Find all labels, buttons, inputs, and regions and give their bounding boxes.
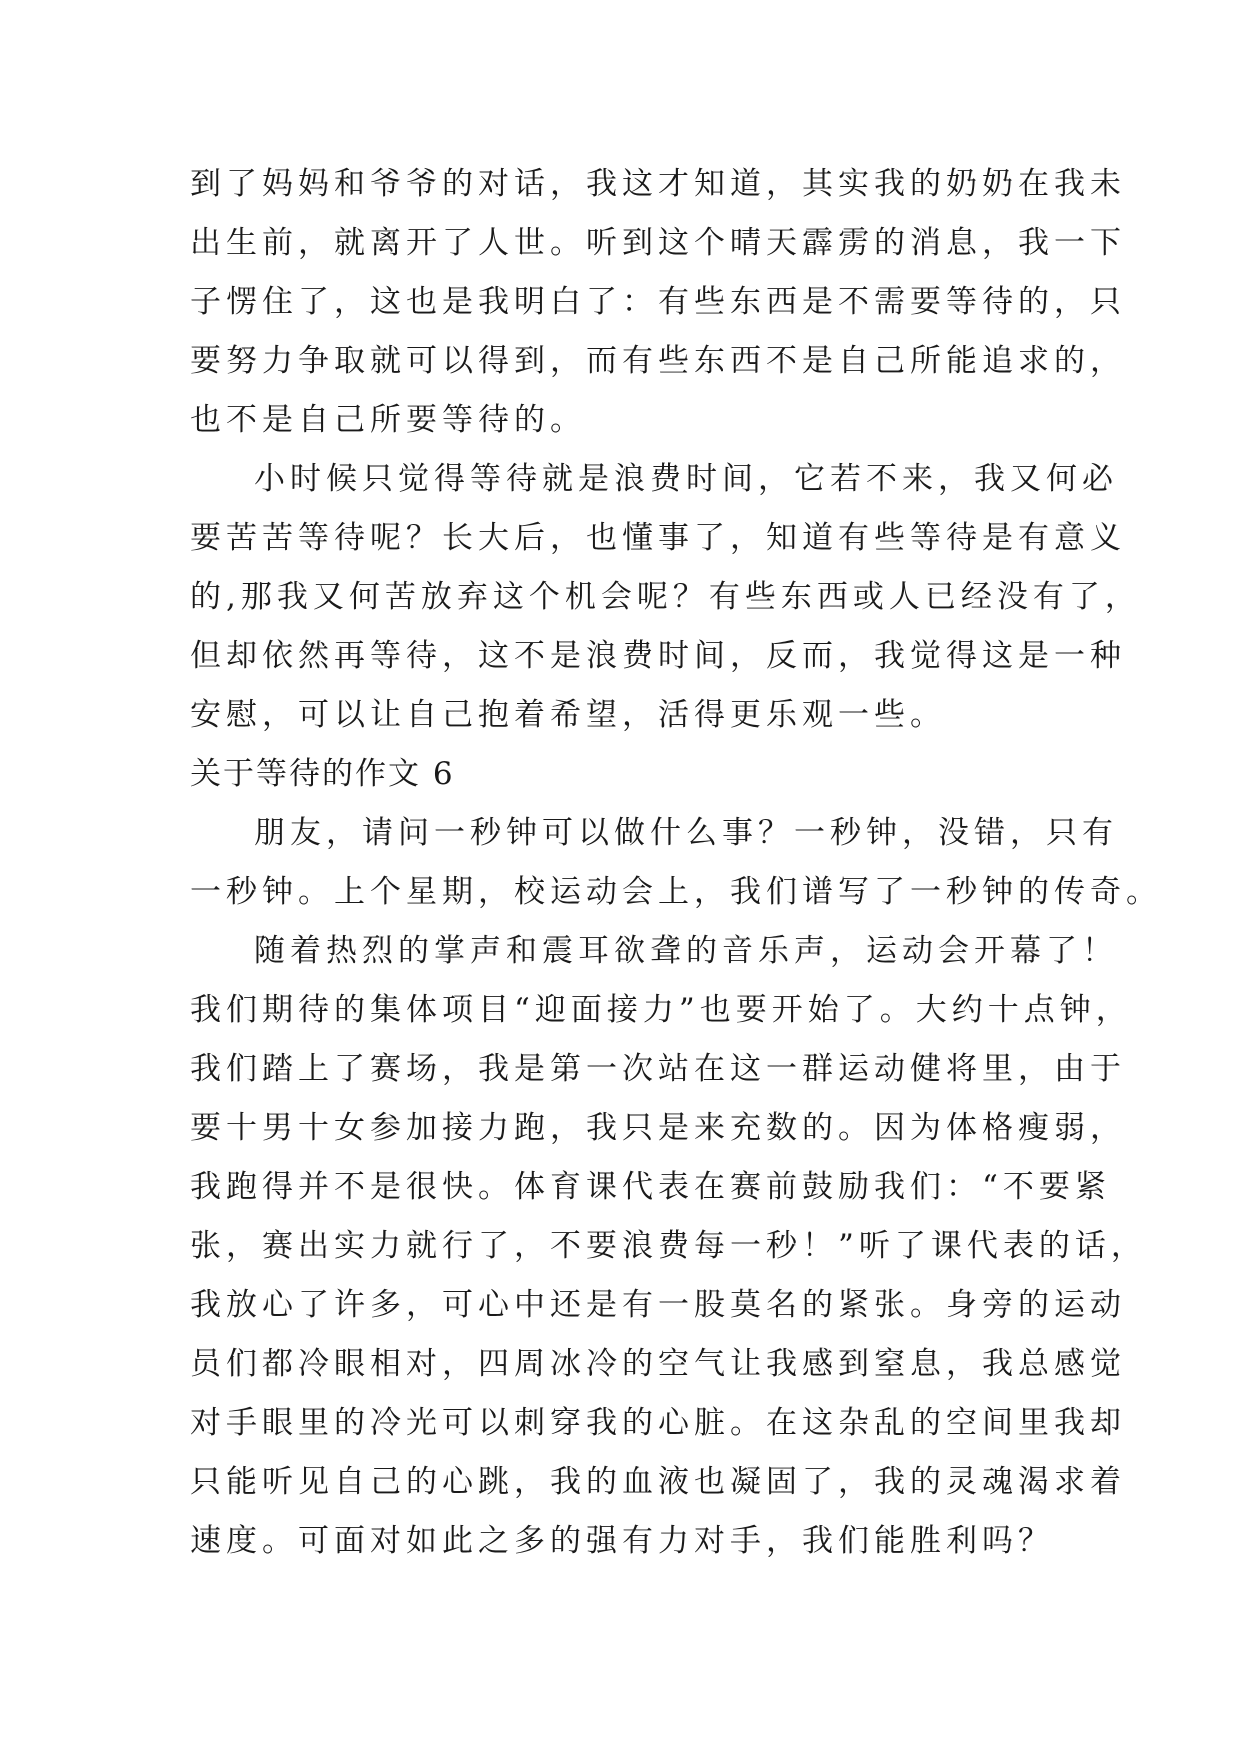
paragraph-1 [190, 155, 1126, 450]
text-line: 要苦苦等待呢？长大后，也懂事了，知道有些等待是有意义 [190, 520, 1126, 556]
text-line: 也不是自己所要等待的。 [190, 402, 586, 438]
paragraph-3 [190, 804, 1162, 922]
text-line: 我们踏上了赛场，我是第一次站在这一群运动健将里，由于 [190, 1051, 1126, 1087]
text-line: 子愣住了，这也是我明白了：有些东西是不需要等待的，只 [190, 284, 1126, 320]
text-line: 出生前，就离开了人世。听到这个晴天霹雳的消息，我一下 [190, 225, 1126, 261]
text-line: 安慰，可以让自己抱着希望，活得更乐观一些。 [190, 697, 946, 733]
text-line: 对手眼里的冷光可以刺穿我的心脏。在这杂乱的空间里我却 [190, 1405, 1126, 1441]
text-line: 但却依然再等待，这不是浪费时间，反而，我觉得这是一种 [190, 638, 1126, 674]
text-line: 只能听见自己的心跳，我的血液也凝固了，我的灵魂渴求着 [190, 1464, 1126, 1500]
text-line: 的,那我又何苦放弃这个机会呢？有些东西或人已经没有了， [190, 579, 1141, 615]
text-line: 员们都冷眼相对，四周冰冷的空气让我感到窒息，我总感觉 [190, 1346, 1126, 1382]
text-line: 小时候只觉得等待就是浪费时间，它若不来，我又何必 [254, 461, 1118, 497]
paragraph-4 [190, 922, 1147, 1571]
document-body [190, 155, 1162, 1571]
text-line: 张，赛出实力就行了，不要浪费每一秒！”听了课代表的话， [190, 1228, 1147, 1264]
text-line: 要十男十女参加接力跑，我只是来充数的。因为体格瘦弱， [190, 1110, 1126, 1146]
text-line: 我放心了许多，可心中还是有一股莫名的紧张。身旁的运动 [190, 1287, 1126, 1323]
text-line: 要努力争取就可以得到，而有些东西不是自己所能追求的， [190, 343, 1126, 379]
text-line: 我们期待的集体项目“迎面接力”也要开始了。大约十点钟， [190, 992, 1132, 1028]
paragraph-2 [190, 450, 1141, 745]
section-heading: 关于等待的作文 6 [190, 756, 455, 792]
text-line: 一秒钟。上个星期，校运动会上，我们谱写了一秒钟的传奇。 [190, 874, 1162, 910]
text-line: 朋友，请问一秒钟可以做什么事？一秒钟，没错，只有 [254, 815, 1118, 851]
text-line: 随着热烈的掌声和震耳欲聋的音乐声，运动会开幕了！ [254, 933, 1118, 969]
text-line: 速度。可面对如此之多的强有力对手，我们能胜利吗？ [190, 1523, 1054, 1559]
text-line: 我跑得并不是很快。体育课代表在赛前鼓励我们：“不要紧 [190, 1169, 1111, 1205]
text-line: 到了妈妈和爷爷的对话，我这才知道，其实我的奶奶在我未 [190, 166, 1126, 202]
